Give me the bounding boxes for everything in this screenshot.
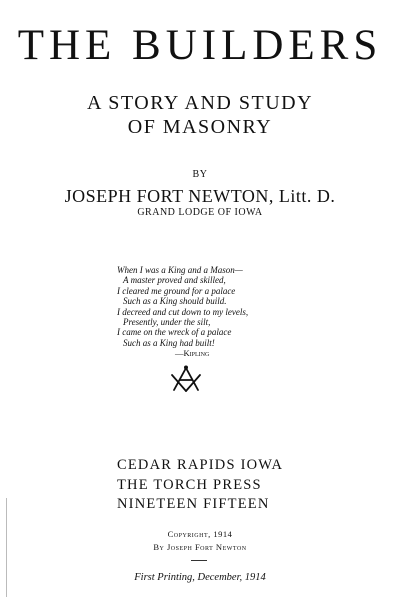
square-and-compasses-icon [169, 364, 203, 394]
epigraph-line: Presently, under the silt, [123, 317, 211, 328]
copyright-line: Copyright, 1914 [167, 529, 233, 539]
author-name: JOSEPH FORT NEWTON, Litt. D. [64, 186, 336, 206]
epigraph-line: Such as a King should build. [123, 296, 227, 307]
epigraph-line: I cleared me ground for a palace [117, 285, 236, 296]
epigraph-line: I decreed and cut down to my levels, [117, 306, 249, 317]
subtitle-line-2: OF MASONRY [127, 116, 273, 138]
copyright-holder: By Joseph Fort Newton [153, 542, 247, 552]
subtitle-line-1: A STORY AND STUDY [86, 92, 314, 114]
epigraph-line: Such as a King had built! [123, 337, 215, 348]
publication-year: NINETEEN FIFTEEN [117, 496, 270, 512]
book-title: THE BUILDERS [17, 22, 383, 69]
author-affiliation: GRAND LODGE OF IOWA [137, 207, 263, 218]
page-edge-mark [6, 498, 7, 597]
publisher-city: CEDAR RAPIDS IOWA [117, 457, 284, 473]
epigraph [117, 265, 248, 359]
by-label: BY [192, 169, 208, 180]
rule-divider [191, 560, 207, 561]
epigraph-line: A master proved and skilled, [123, 275, 226, 286]
epigraph-attribution: —Kipling [175, 348, 210, 359]
epigraph-line: When I was a King and a Mason— [117, 265, 243, 275]
printing-note: First Printing, December, 1914 [134, 572, 266, 583]
publisher-name: THE TORCH PRESS [117, 477, 262, 493]
epigraph-line: I came on the wreck of a palace [117, 327, 232, 338]
